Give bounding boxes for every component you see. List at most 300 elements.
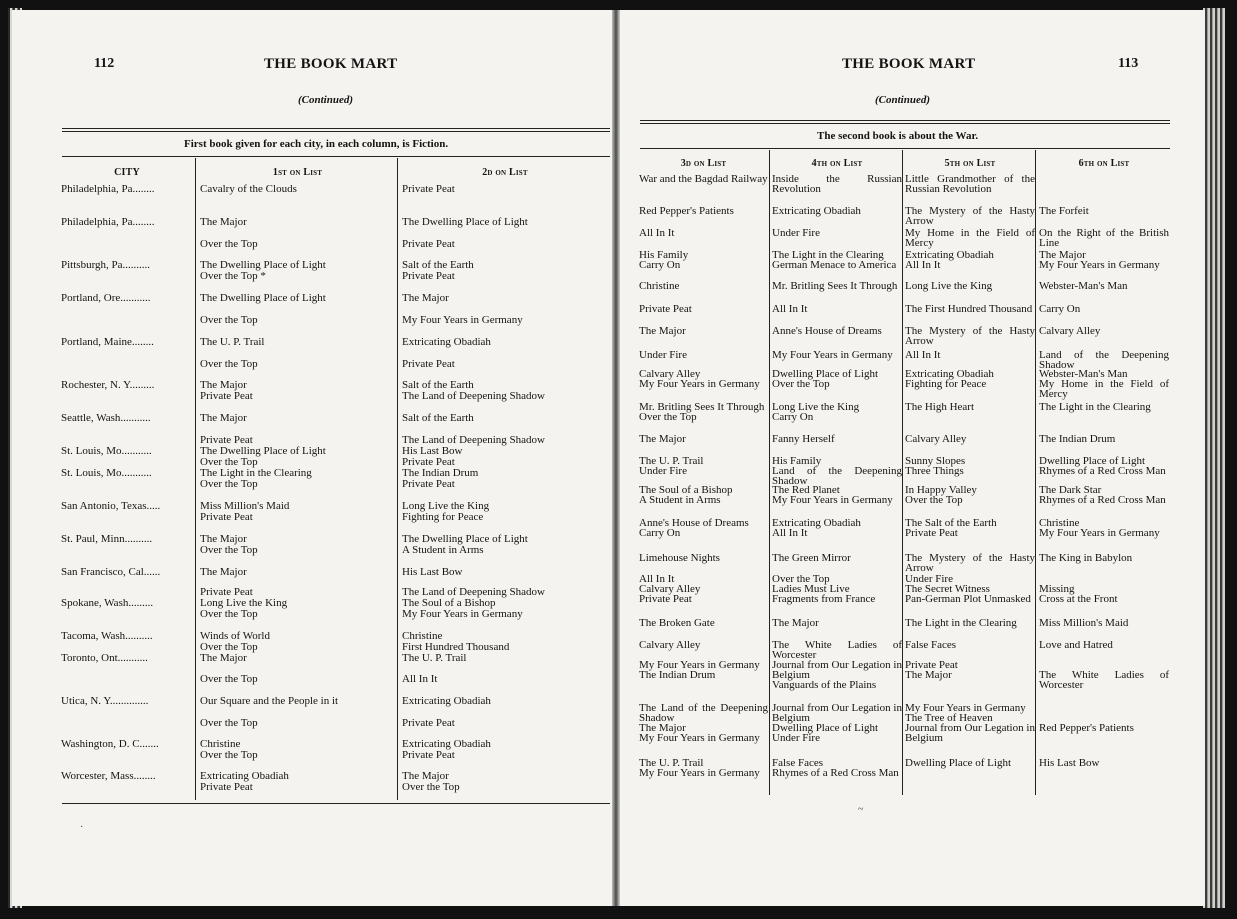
city-name: Tacoma, Wash.......... [61,631,153,642]
fourth-on-list-cell [772,640,902,660]
book-title: The Major [402,292,449,304]
fifth-on-list-cell [905,281,1035,291]
book-title: False Faces [905,639,957,651]
fourth-on-list-cell [772,518,902,538]
second-on-list-cell [402,534,607,556]
sixth-on-list-cell [1039,456,1169,476]
book-title: Under Fire [772,227,820,239]
book-gutter [612,10,620,906]
sixth-on-list-cell [1039,304,1169,314]
second-on-list-cell [402,337,607,348]
book-title: Journal from Our Legation in Belgium [905,722,1035,744]
book-title: The U. P. Trail [200,336,265,348]
book-title: Private Peat [639,303,692,315]
fourth-on-list-cell [772,660,902,690]
book-title: The Secret Witness [905,583,990,595]
fourth-on-list-cell [772,456,902,486]
book-title: My Four Years in Germany [1039,259,1160,271]
fifth-on-list-cell [905,660,1035,680]
book-title: Three Things [905,465,964,477]
page-number-right: 113 [1118,56,1139,71]
book-title: The Major [402,770,449,782]
city-name: Spokane, Wash......... [61,598,154,609]
first-on-list-cell [200,468,395,490]
second-on-list-cell [402,446,607,468]
book-title: Rhymes of a Red Cross Man [1039,494,1166,506]
book-title: Fragments from France [772,593,876,605]
sixth-on-list-cell [1039,228,1169,248]
city-name: Philadelphia, Pa........ [61,217,155,228]
book-title: The Major [200,652,247,664]
rule [640,123,1170,124]
book-title: The Dwelling Place of Light [200,292,326,304]
page-smudge: · [80,822,84,833]
book-title: Dwelling Place of Light [905,757,1012,769]
city-name: Toronto, Ont........... [61,653,148,664]
book-title: The Dwelling Place of Light [200,259,326,271]
rule [62,803,610,804]
book-title: The Light in the Clearing [905,617,1017,629]
third-on-list-cell [639,250,768,270]
first-on-list-cell [200,696,395,707]
page-smudge: ~ [858,804,864,815]
book-title: The Soul of a Bishop [639,484,733,496]
book-title: Rhymes of a Red Cross Man [772,767,899,779]
book-title: The Major [639,433,686,445]
first-on-list-cell [200,501,395,523]
sixth-on-list-cell [1039,640,1169,650]
book-title: Private Peat [905,659,958,671]
third-on-list-cell [639,326,768,336]
book-title: The Green Mirror [772,552,851,564]
book-title: Over the Top [200,749,258,761]
column-note-right: The second book is about the War. [817,130,979,142]
book-title: Christine [1039,517,1080,529]
book-title: Salt of the Earth [402,412,474,424]
sixth-on-list-cell [1039,369,1169,399]
city-name: Philadelphia, Pa........ [61,184,155,195]
third-on-list-cell [639,640,768,650]
continued-label-right: (Continued) [875,94,931,106]
city-name: Portland, Ore........... [61,293,151,304]
book-title: Extricating Obadiah [905,368,994,380]
book-title: The Major [200,566,247,578]
book-title: Webster-Man's Man [1039,368,1128,380]
first-on-list-cell [200,315,395,326]
book-title: Extricating Obadiah [402,695,491,707]
book-title: My Four Years in Germany [905,702,1026,714]
book-title: My Four Years in Germany [1039,527,1160,539]
book-title: His Family [772,455,822,467]
fifth-on-list-cell [905,553,1035,573]
first-on-list-cell [200,653,395,664]
book-title: All In It [905,349,941,361]
fifth-on-list-cell [905,174,1035,194]
rule [62,128,610,129]
book-title: A Student in Arms [402,544,484,556]
book-title: In Happy Valley [905,484,977,496]
book-title: Love and Hatred [1039,639,1113,651]
book-title: Private Peat [905,527,958,539]
header-fifth-on-list: 5th on List [944,158,996,169]
second-on-list-cell [402,718,607,729]
fifth-on-list-cell [905,250,1035,270]
sixth-on-list-cell [1039,326,1169,336]
book-title: Over the Top [200,608,258,620]
second-on-list-cell [402,674,607,685]
book-title: The U. P. Trail [402,652,467,664]
first-on-list-cell [200,260,395,282]
book-title: The Indian Drum [639,669,716,681]
book-title: The Dwelling Place of Light [402,216,528,228]
first-on-list-cell [200,674,395,685]
book-title: Over the Top [200,314,258,326]
fourth-on-list-cell [772,618,902,628]
fifth-on-list-cell [905,518,1035,538]
fifth-on-list-cell [905,369,1035,389]
book-title: Fanny Herself [772,433,835,445]
book-title: Under Fire [772,732,820,744]
first-on-list-cell [200,739,395,761]
book-title: The Major [772,617,819,629]
fifth-on-list-cell [905,434,1035,444]
book-title: My Four Years in Germany [639,732,760,744]
fourth-on-list-cell [772,250,902,270]
first-on-list-cell [200,239,395,250]
book-title: Over the Top [772,573,830,585]
fourth-on-list-cell [772,326,902,336]
second-on-list-cell [402,468,607,490]
header-first-on-list: 1st on List [272,167,323,178]
book-title: Extricating Obadiah [402,738,491,750]
fourth-on-list-cell [772,574,902,604]
third-on-list-cell [639,703,768,743]
book-title: Private Peat [402,749,455,761]
book-title: The Major [200,379,247,391]
book-title: The Forfeit [1039,205,1089,217]
book-title: Anne's House of Dreams [772,325,882,337]
third-on-list-cell [639,281,768,291]
fifth-on-list-cell [905,758,1035,768]
book-title: Webster-Man's Man [1039,280,1128,292]
book-title: My Home in the Field of Mercy [905,227,1035,249]
city-name: Pittsburgh, Pa.......... [61,260,151,271]
book-title: The Land of Deepening Shadow [402,434,545,446]
book-title: Long Live the King [200,597,288,609]
second-on-list-cell [402,501,607,523]
book-title: The Land of Deepening Shadow [402,390,545,402]
book-title: The Mystery of the Hasty Arrow [905,205,1035,227]
sixth-on-list-cell [1039,758,1169,768]
book-title: Little Grandmother of the Russian Revolution [905,173,1035,195]
column-divider [397,158,398,800]
city-name: San Antonio, Texas..... [61,501,161,512]
third-on-list-cell [639,369,768,389]
book-title: Cavalry of the Clouds [200,183,297,195]
fifth-on-list-cell [905,618,1035,628]
third-on-list-cell [639,618,768,628]
column-divider [769,150,770,795]
book-title: Private Peat [402,270,455,282]
sixth-on-list-cell [1039,485,1169,505]
book-title: My Four Years in Germany [639,378,760,390]
book-title: Private Peat [402,358,455,370]
third-on-list-cell [639,574,768,604]
book-title: Over the Top [200,673,258,685]
book-title: Over the Top * [200,270,266,282]
header-city: CITY [114,167,140,178]
sixth-on-list-cell [1039,434,1169,444]
first-on-list-cell [200,446,395,468]
second-on-list-cell [402,696,607,707]
fifth-on-list-cell [905,206,1035,226]
book-title: First Hundred Thousand [402,641,510,653]
book-title: Private Peat [402,183,455,195]
sixth-on-list-cell [1039,402,1169,412]
book-title: His Last Bow [402,445,463,457]
second-on-list-cell [402,239,607,250]
column-divider [902,150,903,795]
book-title: The King in Babylon [1039,552,1133,564]
page-number-left: 112 [94,56,115,71]
city-name: Washington, D. C....... [61,739,159,750]
third-on-list-cell [639,553,768,563]
book-title: Mr. Britling Sees It Through [772,280,898,292]
book-title: Sunny Slopes [905,455,966,467]
rule [62,131,610,132]
second-on-list-cell [402,293,607,304]
book-title: The Indian Drum [402,467,479,479]
fifth-on-list-cell [905,350,1035,360]
book-title: Dwelling Place of Light [772,722,879,734]
book-title: Calvary Alley [639,583,701,595]
book-title: My Four Years in Germany [772,494,893,506]
book-title: The Indian Drum [1039,433,1116,445]
book-title: Long Live the King [905,280,993,292]
book-title: The White Ladies of Worcester [1039,669,1169,691]
fifth-on-list-cell [905,304,1035,314]
left-page [12,10,612,906]
second-on-list-cell [402,413,607,424]
book-title: My Four Years in Germany [639,659,760,671]
book-title: Over the Top [402,781,460,793]
book-title: Missing [1039,583,1075,595]
fourth-on-list-cell [772,174,902,194]
sixth-on-list-cell [1039,574,1169,604]
book-title: Under Fire [639,465,687,477]
book-title: Fighting for Peace [402,511,484,523]
first-on-list-cell [200,293,395,304]
book-title: Red Pepper's Patients [1039,722,1134,734]
book-title: The Major [905,669,952,681]
header-sixth-on-list: 6th on List [1078,158,1130,169]
book-title: Christine [639,280,680,292]
book-binding-right [1203,8,1225,908]
page-title-right: THE BOOK MART [842,56,976,72]
book-title: My Four Years in Germany [402,314,523,326]
book-title: The Dwelling Place of Light [200,445,326,457]
header-fourth-on-list: 4th on List [811,158,863,169]
second-on-list-cell [402,217,607,228]
book-title: The First Hundred Thousand [905,303,1033,315]
rule [640,148,1170,149]
book-title: Miss Million's Maid [200,500,290,512]
book-title: Private Peat [200,390,253,402]
book-title: The Light in the Clearing [1039,401,1151,413]
book-title: Carry On [1039,303,1081,315]
book-title: Calvary Alley [1039,325,1101,337]
book-title: Under Fire [905,573,953,585]
book-title: All In It [905,259,941,271]
book-title: Carry On [639,527,681,539]
city-name: San Francisco, Cal...... [61,567,161,578]
book-title: Extricating Obadiah [772,517,861,529]
book-title: Extricating Obadiah [772,205,861,217]
book-title: The Dark Star [1039,484,1102,496]
book-title: Over the Top [200,358,258,370]
book-title: My Four Years in Germany [639,767,760,779]
second-on-list-cell [402,771,607,793]
book-title: Land of the Deepening Shadow [1039,349,1169,371]
rule [62,156,610,157]
book-title: Private Peat [200,511,253,523]
book-title: Winds of World [200,630,270,642]
book-title: The High Heart [905,401,975,413]
book-title: Dwelling Place of Light [772,368,879,380]
book-title: Over the Top [905,494,963,506]
fifth-on-list-cell [905,326,1035,346]
header-third-on-list: 3d on List [680,158,727,169]
sixth-on-list-cell [1039,553,1169,563]
book-title: His Last Bow [402,566,463,578]
book-title: Extricating Obadiah [200,770,289,782]
book-title: His Last Bow [1039,757,1100,769]
book-title: All In It [772,303,808,315]
sixth-on-list-cell [1039,350,1169,370]
book-title: The Land of Deepening Shadow [402,586,545,598]
book-title: Over the Top [200,641,258,653]
book-title: Anne's House of Dreams [639,517,749,529]
fourth-on-list-cell [772,703,902,743]
header-second-on-list: 2d on List [482,167,528,178]
second-on-list-cell [402,739,607,761]
book-title: The Mystery of the Hasty Arrow [905,552,1035,574]
fourth-on-list-cell [772,402,902,422]
book-title: The Major [200,533,247,545]
sixth-on-list-cell [1039,250,1169,270]
fifth-on-list-cell [905,402,1035,412]
fifth-on-list-cell [905,640,1035,650]
book-title: Long Live the King [402,500,490,512]
book-title: Private Peat [200,434,253,446]
book-title: The Major [639,722,686,734]
third-on-list-cell [639,402,768,422]
book-title: Private Peat [639,593,692,605]
third-on-list-cell [639,758,768,778]
book-title: The Major [639,325,686,337]
book-title: Over the Top [200,478,258,490]
fifth-on-list-cell [905,456,1035,476]
city-name: Portland, Maine........ [61,337,154,348]
book-title: Calvary Alley [905,433,967,445]
book-title: Red Pepper's Patients [639,205,734,217]
rule [640,120,1170,121]
book-title: On the Right of the British Line [1039,227,1169,249]
book-title: Over the Top [200,238,258,250]
first-on-list-cell [200,337,395,348]
second-on-list-cell [402,653,607,664]
book-title: Calvary Alley [639,639,701,651]
book-title: Private Peat [402,717,455,729]
book-title: The Land of the Deepening Shadow [639,702,768,724]
book-title: Pan-German Plot Unmasked [905,593,1031,605]
fifth-on-list-cell [905,485,1035,505]
sixth-on-list-cell [1039,618,1169,628]
book-title: Rhymes of a Red Cross Man [1039,465,1166,477]
book-title: Inside the Russian Revolution [772,173,902,195]
sixth-on-list-cell [1039,281,1169,291]
fourth-on-list-cell [772,369,902,389]
book-title: Salt of the Earth [402,259,474,271]
fourth-on-list-cell [772,304,902,314]
column-divider [195,158,196,800]
column-divider [1035,150,1036,795]
book-title: My Four Years in Germany [772,349,893,361]
second-on-list-cell [402,184,607,195]
city-name: St. Louis, Mo........... [61,446,152,457]
book-title: The U. P. Trail [639,455,704,467]
sixth-on-list-cell [1039,703,1169,733]
fourth-on-list-cell [772,553,902,563]
second-on-list-cell [402,260,607,282]
book-title: All In It [402,673,438,685]
book-title: Salt of the Earth [402,379,474,391]
first-on-list-cell [200,567,395,578]
book-title: Cross at the Front [1039,593,1118,605]
book-title: Over the Top [200,456,258,468]
book-title: Land of the Deepening Shadow [772,465,902,487]
fourth-on-list-cell [772,228,902,238]
second-on-list-cell [402,380,607,402]
book-title: Christine [200,738,241,750]
book-title: Extricating Obadiah [402,336,491,348]
book-title: Dwelling Place of Light [1039,455,1146,467]
first-on-list-cell [200,598,395,620]
book-title: The Major [200,412,247,424]
city-name: Seattle, Wash........... [61,413,151,424]
fifth-on-list-cell [905,703,1035,743]
third-on-list-cell [639,350,768,360]
book-title: My Home in the Field of Mercy [1039,378,1169,400]
book-title: His Family [639,249,689,261]
book-title: Christine [402,630,443,642]
book-title: Our Square and the People in it [200,695,339,707]
fourth-on-list-cell [772,206,902,216]
book-title: Over the Top [639,411,697,423]
book-title: Miss Million's Maid [1039,617,1129,629]
book-title: The Salt of the Earth [905,517,997,529]
book-title: The U. P. Trail [639,757,704,769]
book-title: Long Live the King [772,401,860,413]
fourth-on-list-cell [772,281,902,291]
book-title: A Student in Arms [639,494,721,506]
book-title: Over the Top [200,717,258,729]
book-title: The Light in the Clearing [200,467,312,479]
book-title: Carry On [639,259,681,271]
book-title: Calvary Alley [639,368,701,380]
book-title: Ladies Must Live [772,583,850,595]
sixth-on-list-cell [1039,518,1169,538]
